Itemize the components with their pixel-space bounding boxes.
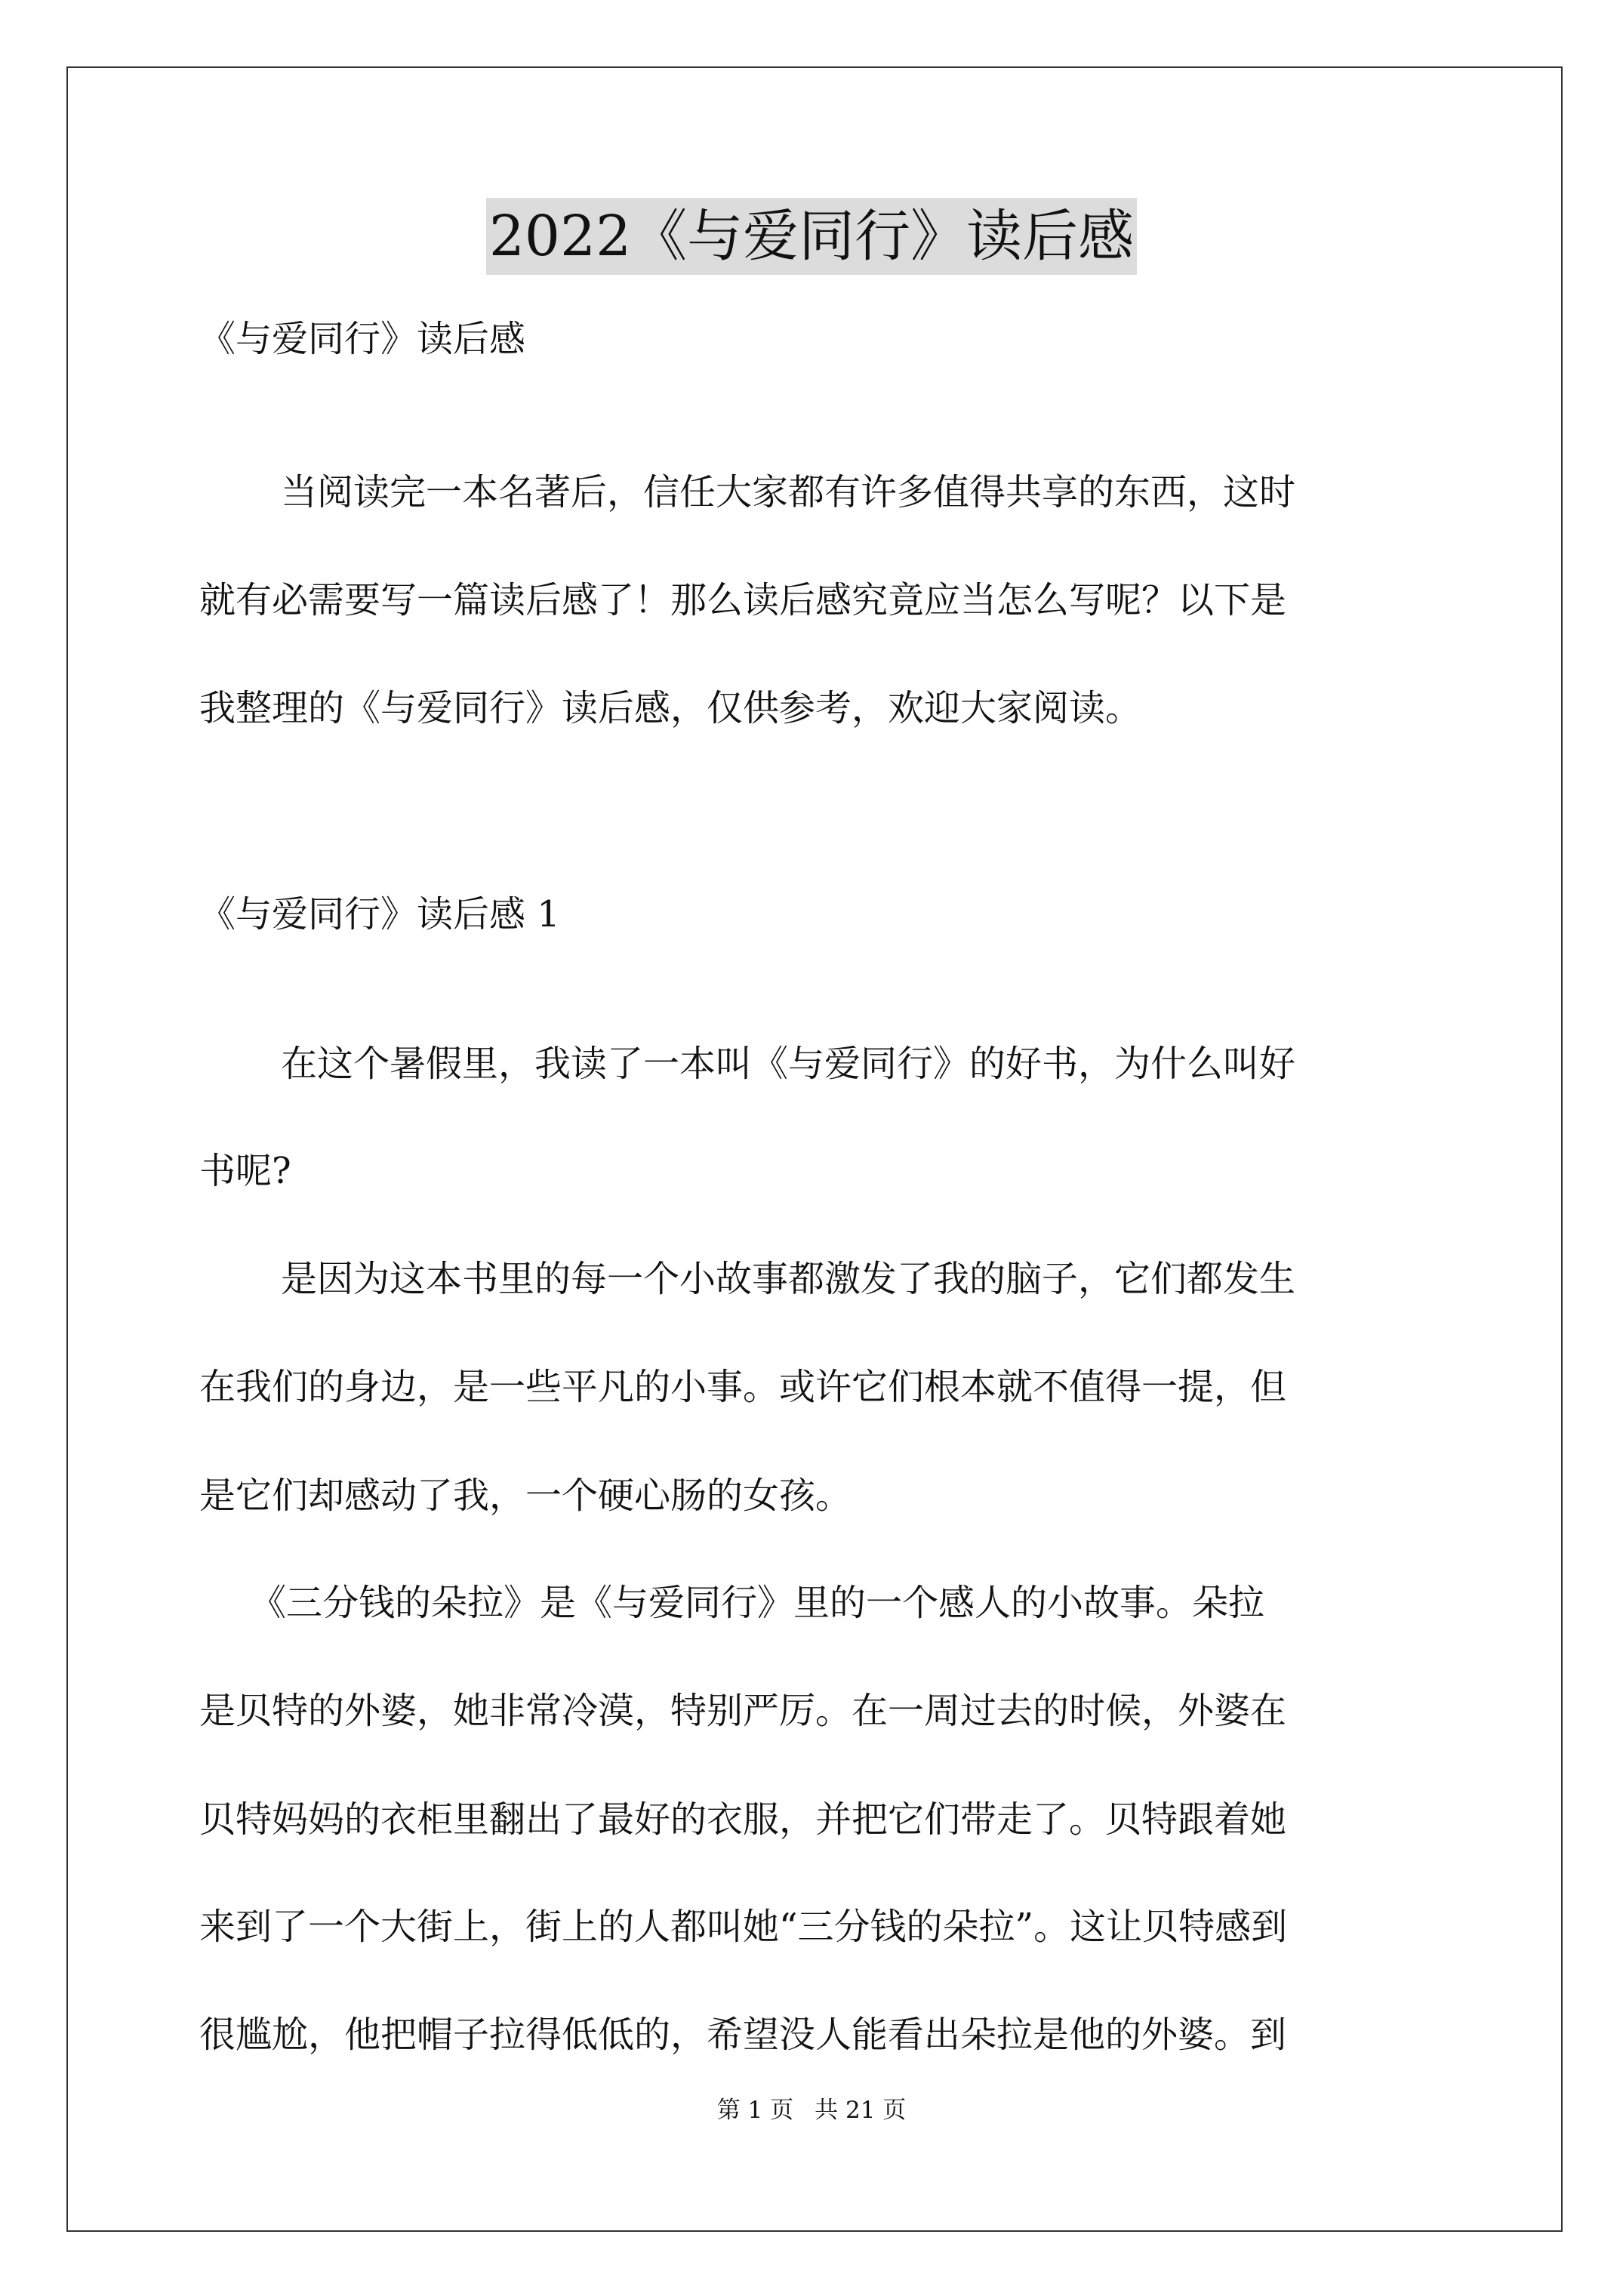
page-footer (0, 2095, 1623, 2125)
body-line-4: 在我们的身边，是一些平凡的小事。或许它们根本就不值得一提，但 (199, 1366, 1287, 1408)
intro-line-1: 当阅读完一本名著后，信任大家都有许多值得共享的东西，这时 (281, 471, 1296, 513)
body-line-2: 书呢? (199, 1150, 291, 1192)
body-line-8: 贝特妈妈的衣柜里翻出了最好的衣服，并把它们带走了。贝特跟着她 (199, 1798, 1287, 1841)
intro-line-3: 我整理的《与爱同行》读后感，仅供参考，欢迎大家阅读。 (199, 687, 1142, 729)
body-line-3: 是因为这本书里的每一个小故事都激发了我的脑子，它们都发生 (281, 1258, 1296, 1300)
title-wrap (0, 198, 1623, 275)
body-line-7: 是贝特的外婆，她非常冷漠，特别严厉。在一周过去的时候，外婆在 (199, 1690, 1287, 1732)
body-line-10: 很尴尬，他把帽子拉得低低的，希望没人能看出朵拉是他的外婆。到 (199, 2014, 1287, 2056)
subtitle: 《与爱同行》读后感 (199, 318, 526, 360)
body-line-9: 来到了一个大街上，街上的人都叫她“三分钱的朵拉”。这让贝特感到 (199, 1906, 1288, 1948)
document-title: 2022《与爱同行》读后感 (486, 198, 1137, 275)
body-line-1: 在这个暑假里，我读了一本叫《与爱同行》的好书，为什么叫好 (281, 1043, 1296, 1085)
intro-line-2: 就有必需要写一篇读后感了！那么读后感究竟应当怎么写呢？以下是 (199, 579, 1287, 621)
page-number: 第 1 页 (716, 2097, 794, 2124)
body-line-6: 《三分钱的朵拉》是《与爱同行》里的一个感人的小故事。朵拉 (250, 1582, 1265, 1624)
section-heading: 《与爱同行》读后感 1 (199, 893, 560, 935)
page-total: 共 21 页 (815, 2097, 907, 2124)
body-line-5: 是它们却感动了我，一个硬心肠的女孩。 (199, 1475, 852, 1517)
